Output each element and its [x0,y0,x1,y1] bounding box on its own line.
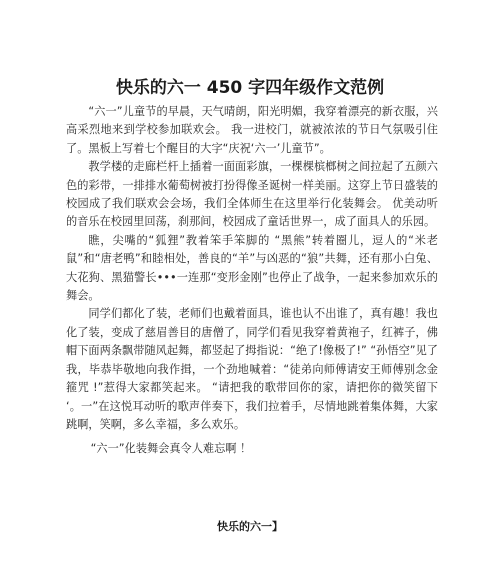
paragraph: “六一”儿童节的早晨，天气晴朗，阳光明媚，我穿着漂亮的新衣服，兴高采烈地来到学校参加联欢会。 我一进校门，就被浓浓的节日气氛吸引住了。黑板上写着七个醒目的大字“庆祝‘六一’儿童节”。 [66,105,438,155]
paragraph: 瞧，尖嘴的“狐狸”教着笨手笨脚的 “黑熊”转着圈儿，逗人的“米老鼠”和“唐老鸭”和睦相处，善良的“羊”与凶恶的“狼”共舞，还有那小白兔、大花狗、黑猫警长•••一连那“变形金刚”也停止了战争，一起来参加欢乐的舞会。 [66,233,438,303]
paragraph: 教学楼的走廊栏杆上插着一面面彩旗，一棵棵槟榔树之间拉起了五颜六色的彩带，一排排水葡萄树被打扮得像圣诞树一样美丽。这穿上节日盛装的校园成了我们联欢会会场，我们全体师生在这里举行化装舞会。 优美动听的音乐在校园里回荡，刹那间，校园成了童话世界一，成了面具人的乐园。 [66,160,438,229]
document-body [66,103,438,459]
closing-paragraph: “六一”化装舞会真令人难忘啊 ！ [90,442,252,456]
paragraph: 同学们都化了装，老师们也戴着面具，谁也认不出谁了，真有趣！我也化了装，变成了慈眉善目的唐僧了，同学们看见我穿着黄袍子，红裤子，佛帽下面两条飘带随风起舞，都竖起了拇指说：“绝了!像极了!” “孙悟空”见了我，毕恭毕敬地向我作揖，一个劲地喊着：“徒弟向师傅请安王师傅别念金箍咒 !”惹得大家都笑起来。 “请把我的歌带回你的家，请把你的微笑留下 ‘。一”在这悦耳动听的歌声伴奏下，我们拉着手，尽情地跳着集体舞，大家跳啊，笑啊，多么幸福，多么欢乐。 [66,307,438,431]
document-title: 快乐的六一 450 字四年级作文范例 [115,78,385,98]
page-footer: 快乐的六一】 [217,520,283,533]
